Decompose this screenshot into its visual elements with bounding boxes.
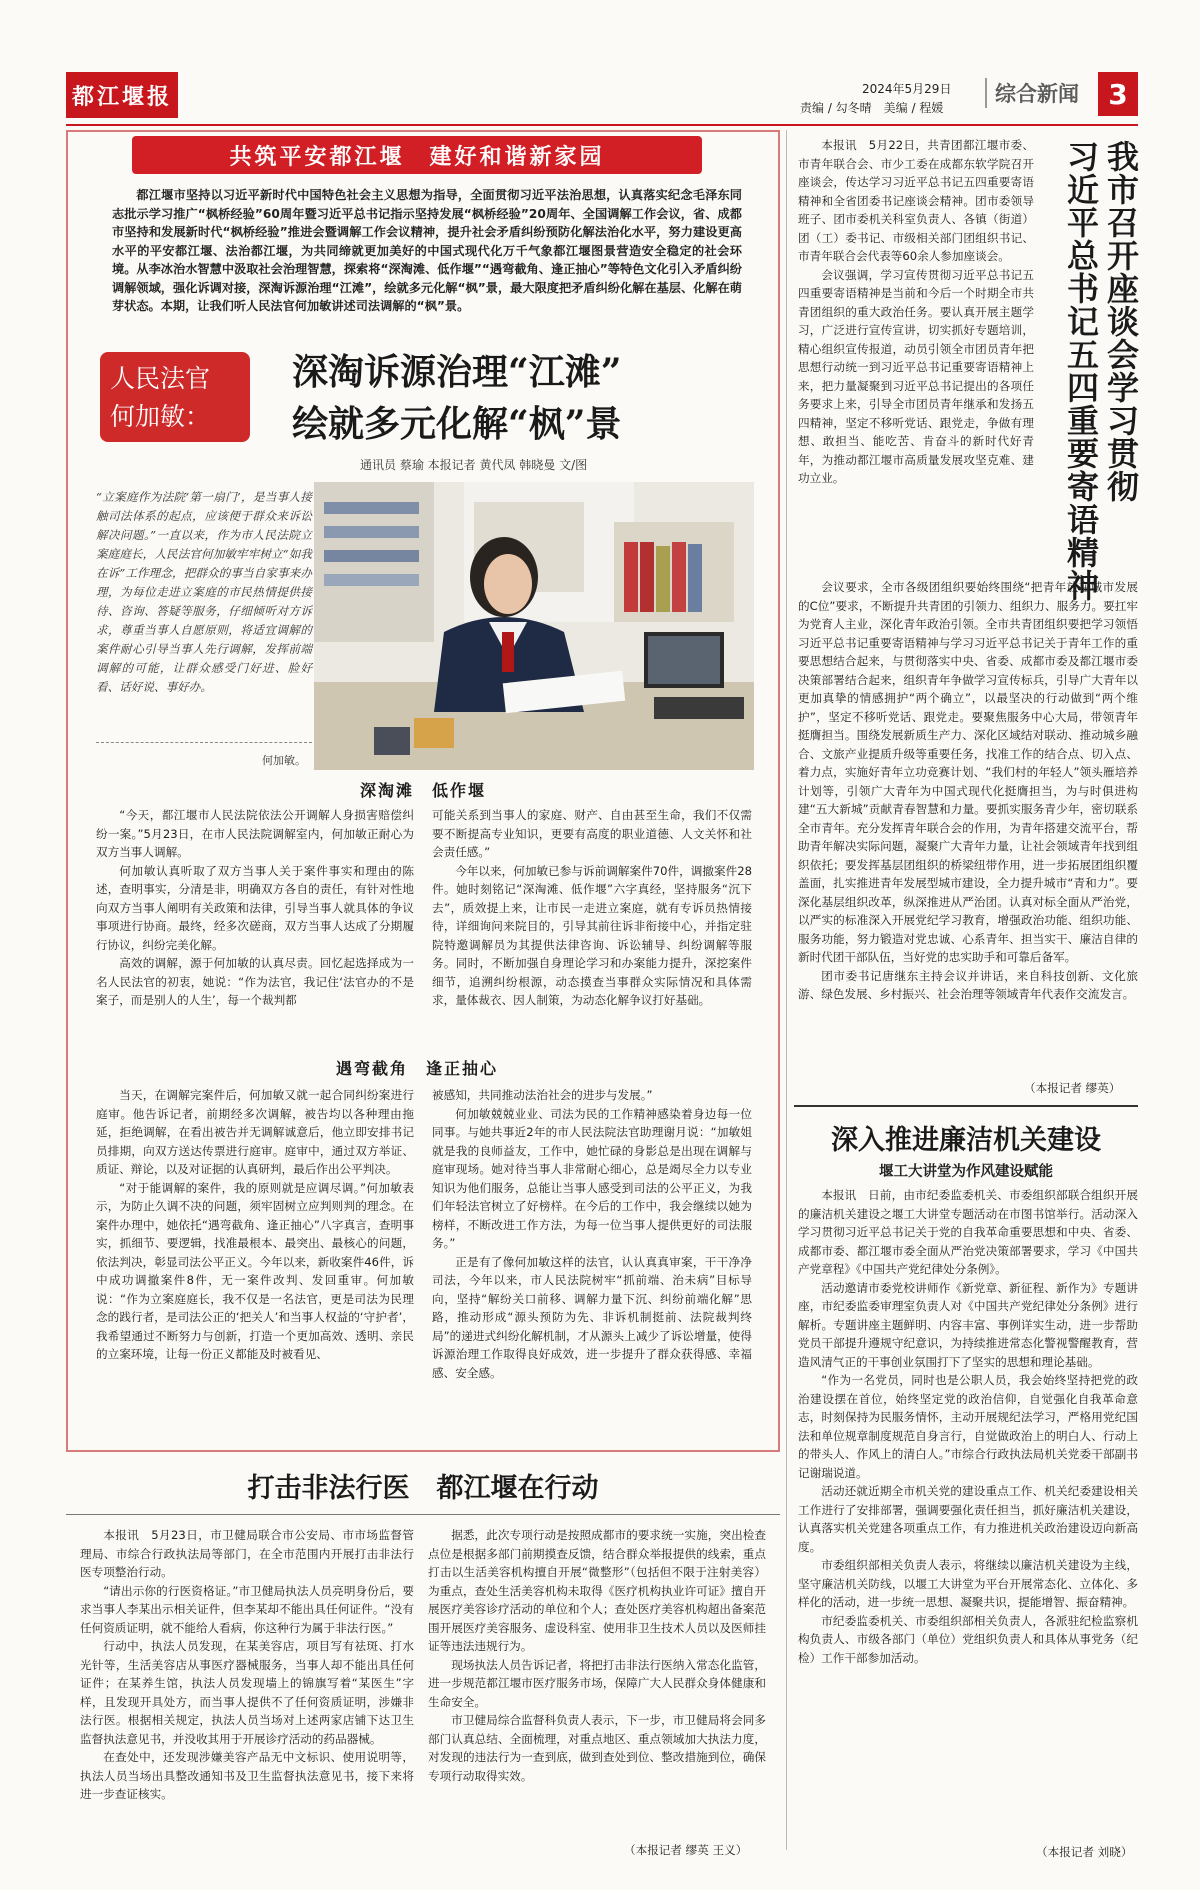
- section1-left-paragraph: 高效的调解，源于何加敏的认真尽责。回忆起选择成为一名人民法官的初衷，她说：“作为法官，我记住‘法官办的不是案子，而是别人的人生’，每一个裁判都: [96, 956, 414, 1007]
- medical-paragraph: 本报讯 5月23日，市卫健局联合市公安局、市市场监督管理局、市综合行政执法局等部门，在全市范围内开展打击非法行医专项整治行动。: [80, 1528, 414, 1579]
- subhead-1: 深淘滩 低作堰: [360, 781, 487, 800]
- section1-right-paragraph: 今年以来，何加敏已参与诉前调解案件70件，调撤案件28件。她时刻铭记“深淘滩、低作堰”六字真经，坚持服务“沉下去”，质效提上来，让市民一走进立案庭，就有专诉员热情接待，详细询问来院目的，引导其前往诉非衔接中心，并指定驻院特邀调解员为其提供法律咨询、诉讼辅导、纠纷调解等服务。同时，不断加强自身理论学习和办案能力提升，深挖案件细节，追溯纠纷根源，动态摸查当事群众实际情况和具体需求，量体裁衣、因人制策，为动态化解争议打好基础。: [432, 863, 752, 1007]
- clean-paragraph: 本报讯 日前，由市纪委监委机关、市委组织部联合组织开展的廉洁机关建设之堰工大讲堂专题活动在市图书馆举行。活动深入学习贯彻习近平总书记关于党的自我革命重要思想和中央、省委、成都市委、都江堰市委全面从严治党决策部署要求，学习《中国共产党章程》《中国共产党纪律处分条例》。: [798, 1188, 1138, 1276]
- medical-paragraph: 在查处中，还发现涉嫌美容产品无中文标识、使用说明等，执法人员当场出具整改通知书及卫生监督执法意见书，接下来将进一步查证核实。: [80, 1750, 414, 1801]
- feature-headline: [292, 346, 762, 450]
- feature-headline-line2: 绘就多元化解“枫”景: [292, 403, 622, 445]
- column-separator: [786, 130, 787, 1850]
- topic-banner: 共筑平安都江堰 建好和谐新家园: [132, 136, 702, 174]
- newspaper-logo: 都江堰报: [66, 72, 178, 118]
- photo-caption: 何加敏。: [262, 754, 306, 767]
- medical-paragraph: 据悉，此次专项行动是按照成都市的要求统一实施，突出检查点位是根据多部门前期摸查反馈，结合群众举报提供的线索，重点打击以生活美容机构擅自开展“微整形”（包括但不限于注射美容）为重点，查处生活美容机构未取得《医疗机构执业许可证》擅自开展医疗美容诊疗活动的单位和个人；查处医疗美容机构超出备案范围开展医疗美容服务、虚设科室、使用非卫生技术人员以及医师挂证等违法违规行为。: [428, 1528, 766, 1653]
- section2-left-paragraph: 当天，在调解完案件后，何加敏又就一起合同纠纷案进行庭审。他告诉记者，前期经多次调解，被告均以各种理由拖延，拒绝调解，在看出被告并无调解诚意后，他立即安排书记员排期，向双方送达传票进行庭审。庭审中，通过双方举证、质证、辩论，以及对证据的认真研判，最后作出公平判决。: [96, 1088, 414, 1176]
- feature-headline-line1: 深淘诉源治理“江滩”: [292, 351, 622, 393]
- medical-left-column: [80, 1526, 414, 1804]
- youth-paragraph: 本报讯 5月22日，共青团都江堰市委、市青年联合会、市少工委在成都东软学院召开座谈会，传达学习习近平总书记五四重要寄语精神和全省团委书记座谈会精神。团市委领导班子、团市委机关科室负责人、各镇（街道）团（工）委书记、市级相关部门团组织书记、市青年联合会代表等60余人参加座谈会。: [798, 138, 1034, 263]
- feature-pull-quote: “立案庭作为法院‘第一扇门’，是当事人接触司法体系的起点，应该便于群众来诉讼解决问题。”一直以来，作为市人民法院立案庭庭长，人民法官何加敏牢牢树立“如我在诉”工作理念，把群众的事当自家事来办理，为每位走进立案庭的市民热情提供接待、咨询、答疑等服务，仔细倾听对方诉求，尊重当事人自愿原则，将适宜调解的案件耐心引导当事人先行调解，发挥前端调解的可能，让群众感受门好进、脸好看、话好说、事好办。: [96, 490, 312, 694]
- feature-tag-line2: 何加敏：: [110, 402, 211, 431]
- clean-article-body: [798, 1186, 1138, 1667]
- issue-date: 2024年5月29日: [862, 82, 952, 96]
- youth-paragraph: 团市委书记唐继东主持会议并讲话，来自科技创新、文化旅游、绿色发展、乡村振兴、社会治理等领域青年代表作交流发言。: [798, 968, 1138, 1001]
- feature-tag-line1: 人民法官: [110, 364, 211, 393]
- medical-paragraph: 现场执法人员告诉记者，将把打击非法行医纳入常态化监管，进一步规范都江堰市医疗服务市场，保障广大人民群众身体健康和生命安全。: [428, 1657, 766, 1709]
- clean-paragraph: 活动邀请市委党校讲师作《新党章、新征程、新作为》专题讲座，市纪委监委审理室负责人对《中国共产党纪律处分条例》进行解析。专题讲座主题鲜明、内容丰富、事例详实生动，进一步帮助党员干部提升遵规守纪意识，为持续推进常态化警视警醒教育，营造风清气正的干事创业氛围打下了坚实的思想和理论基础。: [798, 1280, 1138, 1369]
- youth-article-top: [798, 136, 1034, 488]
- section2-left-paragraph: “对于能调解的案件，我的原则就是应调尽调。”何加敏表示，为防止久调不决的问题，须牢固树立应判则判的理念。在案件办理中，她依托“遇弯截角、逢正抽心”八字真言，查明事实，抓细节、要逻辑，找准最根本、最突出、最核心的问题，依法判决，彰显司法公平正义。今年以来，新收案件46件，诉中成功调撤案件8件，无一案件改判、发回重审。何加敏说：“作为立案庭庭长，我不仅是一名法官，更是司法为民理念的践行者，是司法公正的‘把关人’和当事人权益的‘守护者’，我希望通过不断努力与创新，打造一个更加高效、透明、亲民的立案环境，让每一份正义都能及时被看见、: [96, 1180, 414, 1361]
- youth-credit: （本报记者 缪英）: [1024, 1081, 1121, 1095]
- judge-photo: [314, 482, 754, 770]
- masthead-rule: [66, 124, 1138, 126]
- clean-article-subtitle: 堰工大讲堂为作风建设赋能: [879, 1164, 1053, 1180]
- section2-right-column: [432, 1086, 752, 1382]
- section1-left-paragraph: 何加敏认真听取了双方当事人关于案件事实和理由的陈述，查明事实，分清是非，明确双方各自的责任，有针对性地向双方当事人阐明有关政策和法律，引导当事人就具体的争议事项进行协商。最终，经多次磋商，双方当事人达成了分期履行协议，纠纷完美化解。: [96, 863, 414, 952]
- feature-intro: 都江堰市坚持以习近平新时代中国特色社会主义思想为指导，全面贯彻习近平法治思想，认真落实纪念毛泽东同志批示学习推广“枫桥经验”60周年暨习近平总书记指示坚持发展“枫桥经验”20周年、全国调解工作会议，省、成都市坚持和发展新时代“枫桥经验”推进会暨调解工作会议精神，提升社会矛盾纠纷预防化解法治化水平，努力建设更高水平的平安都江堰、法治都江堰，为共同缔就更加美好的中国式现代化万千气象都江堰图景营造安全稳定的社会环境。从李冰治水智慧中汲取社会治理智慧，探索将“深淘滩、低作堰”“遇弯截角、逢正抽心”等特色文化引入矛盾纠纷调解领域，强化诉调对接，深淘诉源治理“江滩”，绘就多元化解“枫”景，最大限度把矛盾纠纷化解在基层、化解在萌芽状态。本期，让我们听人民法官何加敏讲述司法调解的“枫”景。: [112, 188, 742, 313]
- medical-paragraph: 市卫健局综合监督科负责人表示，下一步，市卫健局将会同多部门认真总结、全面梳理，对重点地区、重点领域加大执法力度，对发现的违法行为一查到底，做到查处到位、整改措施到位，确保专项行动取得实效。: [428, 1713, 766, 1783]
- youth-paragraph: 会议强调，学习宣传贯彻习近平总书记五四重要寄语精神是当前和今后一个时期全市共青团组织的重大政治任务。要认真开展主题学习，广泛进行宣传宣讲，切实抓好专题培训，精心组织宣传报道，动员引领全市团员青年把思想行动统一到习近平总书记重要寄语精神上来，把力量凝聚到习近平总书记提出的各项任务要求上来，引导全市团员青年继承和发扬五四精神，坚定不移听党话、跟党走，争做有理想、敢担当、能吃苦、肯奋斗的新时代好青年，为推动都江堰市高质量发展攻坚克难、建功立业。: [798, 267, 1034, 485]
- clean-paragraph: 市委组织部相关负责人表示，将继续以廉洁机关建设为主线，坚守廉洁机关防线，以堰工大讲堂为平台开展常态化、立体化、多样化的活动，进一步统一思想、凝聚共识，提能增智、振奋精神。: [798, 1558, 1138, 1609]
- feature-byline: 通讯员 蔡瑜 本报记者 黄代凤 韩晓曼 文/图: [360, 458, 588, 472]
- clean-paragraph: 活动还就近期全市机关党的建设重点工作、机关纪委建设相关工作进行了安排部署，强调要强化责任担当，抓好廉洁机关建设，认真落实机关党建各项重点工作，有力推进机关政治建设迈向新高度。: [798, 1484, 1138, 1554]
- medical-paragraph: 行动中，执法人员发现，在某美容店，项目写有祛斑、打水光针等，生活美容店从事医疗器械服务，当事人却不能出具任何证件；在某养生馆，执法人员发现墙上的锦旗写着“某医生”字样，且发现开具处方，而当事人提供不了任何资质证明，涉嫌非法行医。根据相关规定，执法人员当场对上述两家店铺下达卫生监督执法意见书，并没收其用于开展诊疗活动的药品器械。: [80, 1639, 414, 1746]
- section-name: 综合新闻: [985, 78, 1079, 108]
- youth-paragraph: 会议要求，全市各级团组织要始终围绕“把青年放在城市发展的C位”要求，不断提升共青团的引领力、组织力、服务力。要扛牢为党育人主业，深化青年政治引领。全市共青团组织要把学习领悟习近平总书记重要寄语精神与学习习近平总书记关于青年工作的重要思想结合起来，与贯彻落实中央、省委、成都市委及都江堰市委决策部署结合起来，组织青年争做学习宣传标兵，引导广大青年以更加真挚的情感拥护“两个确立”，以最坚决的行动做到“两个维护”，坚定不移听党话、跟党走。要聚焦服务中心大局，带领青年挺膺担当。围绕发展新质生产力、深化区域结对联动、推动城乡融合、文旅产业提质升级等重要任务，找准工作的结合点、切入点、着力点，实施好青年立功竞赛计划、“我们村的年轻人”领头雁培养计划等，引领广大青年为中国式现代化挺膺担当，为与时俱进构建“五大新城”贡献青春智慧和力量。要抓实服务青少年，密切联系全市青年。充分发挥青年联合会的作用，为青年搭建交流平台，帮助青年解决实际问题，凝聚广大青年力量，让社会领域青年找到组织依托；要发挥基层团组织的桥梁纽带作用，进一步拓展团组织覆盖面，扎实推进青年发展型城市建设，全力提升城市“青和力”。要深化基层组织改革，纵深推进从严治团。认真对标全面从严治党，以严实的标准深入开展党纪学习教育，增强政治功能、组织功能、服务功能，努力锻造对党忠诚、心系青年、担当实干、廉洁自律的新时代团干部队伍，当好党的忠实助手和可靠后备军。: [798, 580, 1138, 964]
- medical-credit: （本报记者 缪英 王义）: [624, 1843, 748, 1857]
- article-rule: [794, 1105, 1138, 1107]
- feature-tag: [100, 352, 250, 442]
- youth-article-bottom: [798, 578, 1138, 1004]
- clean-article-headline: 深入推进廉洁机关建设: [831, 1125, 1101, 1156]
- section1-left-column: [96, 806, 414, 1010]
- section1-right-paragraph: 可能关系到当事人的家庭、财产、自由甚至生命，我们不仅需要不断提高专业知识，更要有高度的职业道德、人文关怀和社会责任感。”: [432, 808, 752, 859]
- youth-headline-col2: 习近平总书记五四重要寄语精神: [1062, 140, 1100, 602]
- clean-credit: （本报记者 刘晓）: [1036, 1845, 1133, 1859]
- medical-article-headline: 打击非法行医 都江堰在行动: [247, 1473, 599, 1504]
- section2-right-paragraph: 被感知，共同推动法治社会的进步与发展。”: [432, 1088, 653, 1102]
- editor-credits: 责编 / 勾冬晴 美编 / 程媛: [800, 101, 944, 115]
- youth-headline-col1: 我市召开座谈会学习贯彻: [1102, 140, 1140, 503]
- subhead-2: 遇弯截角 逢正抽心: [336, 1059, 499, 1078]
- medical-right-column: [428, 1526, 766, 1785]
- judge-photo-illustration: [314, 482, 754, 770]
- clean-paragraph: 市纪委监委机关、市委组织部相关负责人，各派驻纪检监察机构负责人、市级各部门（单位）党组织负责人和具体从事党务（纪检）工作干部参加活动。: [798, 1613, 1138, 1665]
- bottom-rule: [66, 1514, 780, 1515]
- medical-paragraph: “请出示你的行医资格证。”市卫健局执法人员亮明身份后，要求当事人李某出示相关证件，但李某却不能出具任何证件。“没有任何资质证明，就不能给人看病，你这种行为属于非法行医。”: [80, 1583, 414, 1635]
- section1-right-column: [432, 806, 752, 1010]
- section1-left-paragraph: “今天，都江堰市人民法院依法公开调解人身损害赔偿纠纷一案。”5月23日，在市人民法院调解室内，何加敏正耐心为双方当事人调解。: [96, 808, 414, 859]
- clean-paragraph: “作为一名党员，同时也是公职人员，我会始终坚持把党的政治建设摆在首位，始终坚定党的政治信仰，自觉强化自我革命意志，时刻保持为民服务情怀，主动开展规纪法学习，严格用党纪国法和单位规章制度规范自身言行，自觉做政治上的明白人、行动上的带头人、作风上的清白人。”市综合行政执法局机关党委干部副书记谢瑞说道。: [798, 1373, 1138, 1480]
- section2-right-paragraph: 正是有了像何加敏这样的法官，认认真真审案，干干净净司法，今年以来，市人民法院树牢“抓前端、治未病”目标导向，坚持“解纷关口前移、调解力量下沉、纠纷前端化解”思路，推动形成“源头预防为先、非诉机制挺前、法院裁判终局”的递进式纠纷化解机制，才从源头上减少了诉讼增量，使得诉源治理工作取得良好成效，进一步提升了群众获得感、幸福感、安全感。: [432, 1254, 752, 1380]
- section2-right-paragraph: 何加敏兢兢业业、司法为民的工作精神感染着身边每一位同事。与她共事近2年的市人民法院法官助理谢月说：“加敏姐就是我的良师益友，工作中，她忙碌的身影总是出现在调解与庭审现场。她对待当事人非常耐心细心，总是竭尽全力以专业知识为他们服务，总能让当事人感受到司法的公平正义，为我们年轻法官树立了好榜样。在今后的工作中，我会继续以她为榜样，不断改进工作方法，为每一位当事人提供更好的司法服务。”: [432, 1106, 752, 1250]
- page-number: 3: [1098, 72, 1138, 116]
- section2-left-column: [96, 1086, 414, 1364]
- quote-divider: [96, 742, 312, 743]
